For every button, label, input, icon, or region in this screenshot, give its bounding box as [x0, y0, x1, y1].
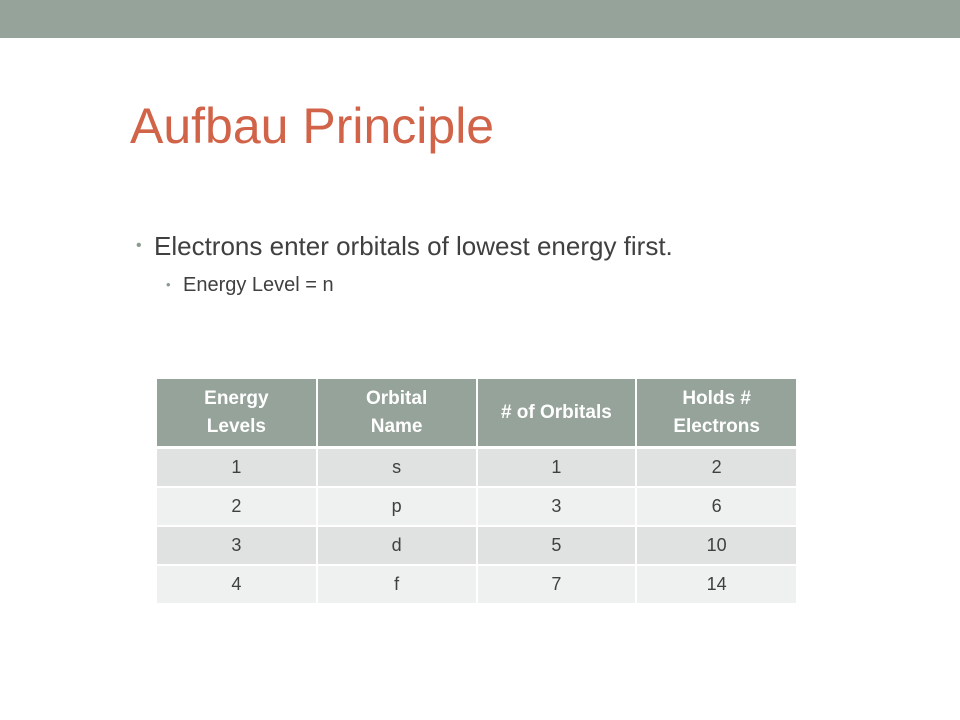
header-orbital-name: Orbital Name: [317, 379, 477, 448]
cell-num-orbitals: 5: [477, 526, 637, 565]
bullet-item: [136, 226, 673, 266]
cell-holds-electrons: 10: [636, 526, 796, 565]
cell-orbital-name: s: [317, 448, 477, 488]
cell-num-orbitals: 7: [477, 565, 637, 604]
cell-holds-electrons: 6: [636, 487, 796, 526]
table-header-row: [157, 379, 796, 448]
table-row: [157, 448, 796, 488]
cell-num-orbitals: 3: [477, 487, 637, 526]
table-row: [157, 565, 796, 604]
table-row: [157, 526, 796, 565]
slide-title: Aufbau Principle: [130, 98, 495, 154]
cell-energy-level: 2: [157, 487, 317, 526]
bullet-dot-icon: •: [166, 277, 171, 292]
header-num-orbitals: # of Orbitals: [477, 379, 637, 448]
orbital-table: [157, 379, 796, 605]
cell-orbital-name: p: [317, 487, 477, 526]
header-energy-levels: Energy Levels: [157, 379, 317, 448]
sub-bullet-item: [166, 270, 673, 300]
cell-orbital-name: d: [317, 526, 477, 565]
bullet-list: [136, 226, 673, 300]
sub-bullet-text: Energy Level = n: [183, 274, 334, 296]
cell-energy-level: 3: [157, 526, 317, 565]
cell-orbital-name: f: [317, 565, 477, 604]
cell-holds-electrons: 14: [636, 565, 796, 604]
cell-energy-level: 1: [157, 448, 317, 488]
table-row: [157, 487, 796, 526]
header-holds-electrons: Holds # Electrons: [636, 379, 796, 448]
cell-holds-electrons: 2: [636, 448, 796, 488]
cell-energy-level: 4: [157, 565, 317, 604]
bullet-dot-icon: •: [136, 237, 142, 254]
top-accent-bar: [0, 0, 960, 38]
bullet-text: Electrons enter orbitals of lowest energy first.: [154, 231, 673, 261]
cell-num-orbitals: 1: [477, 448, 637, 488]
